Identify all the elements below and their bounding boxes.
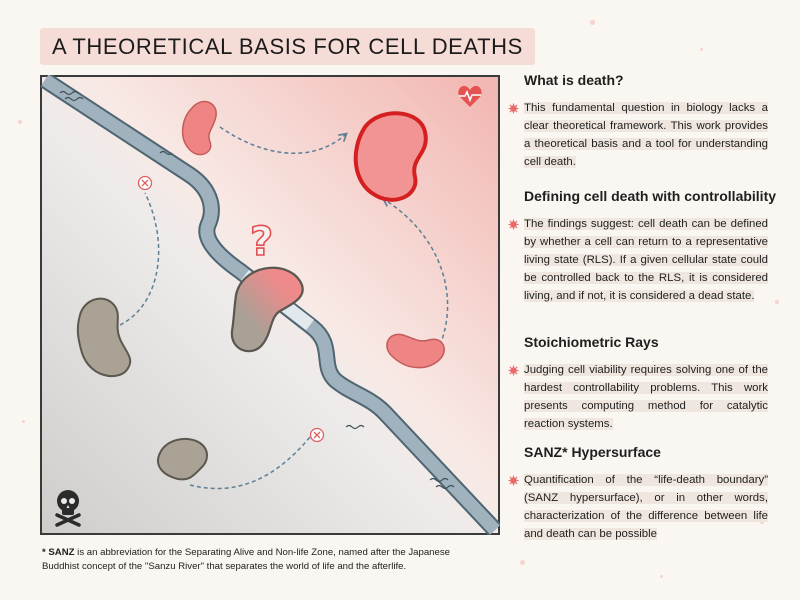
section-what-is-death xyxy=(506,72,768,188)
title-banner xyxy=(40,28,535,65)
section-controllability xyxy=(506,188,777,334)
section-heading: What is death? xyxy=(524,72,624,88)
section-heading: Defining cell death with controllability xyxy=(524,188,777,204)
living-cell-highlighted xyxy=(356,113,426,200)
section-sanz-hypersurface xyxy=(506,444,768,543)
section-text: Quantification of the “life-death boundary” (SANZ hypersurface), or in other words, characterization of the difference between life and death can be possible xyxy=(524,474,768,540)
life-death-diagram xyxy=(40,75,500,535)
section-stoichiometric-rays xyxy=(506,334,768,444)
footnote-text: is an abbreviation for the Separating Alive and Non-life Zone, named after the Japanese Buddhist concept of the "Sanzu River" that separates the world of life and the afterlife. xyxy=(42,547,450,572)
text-sections xyxy=(506,72,777,543)
page-title: A THEORETICAL BASIS FOR CELL DEATHS xyxy=(52,34,523,59)
virus-bullet-icon xyxy=(508,365,519,376)
question-mark: ? xyxy=(250,219,274,265)
section-text: Judging cell viability requires solving one of the hardest controllability problems. This work presents computing method for catalytic reaction systems. xyxy=(524,364,768,430)
section-text: The findings suggest: cell death can be defined by whether a cell can return to a representative living state (RLS). If a given cellular state could be controlled back to the RLS, it is considered living, and if not, it is considered a dead state. xyxy=(524,218,768,302)
virus-bullet-icon xyxy=(508,219,519,230)
virus-bullet-icon xyxy=(508,475,519,486)
blocked-circle-x-icon xyxy=(139,177,152,190)
section-heading: SANZ* Hypersurface xyxy=(524,444,661,460)
section-heading: Stoichiometric Rays xyxy=(524,334,659,350)
diagram-panel xyxy=(40,75,500,535)
virus-bullet-icon xyxy=(508,103,519,114)
blocked-circle-x-icon xyxy=(311,429,324,442)
footnote xyxy=(42,546,462,574)
footnote-term: * SANZ xyxy=(42,547,75,558)
section-text: This fundamental question in biology lacks a clear theoretical framework. This work provides a theoretical basis and a tool for understanding cell death. xyxy=(524,102,768,168)
